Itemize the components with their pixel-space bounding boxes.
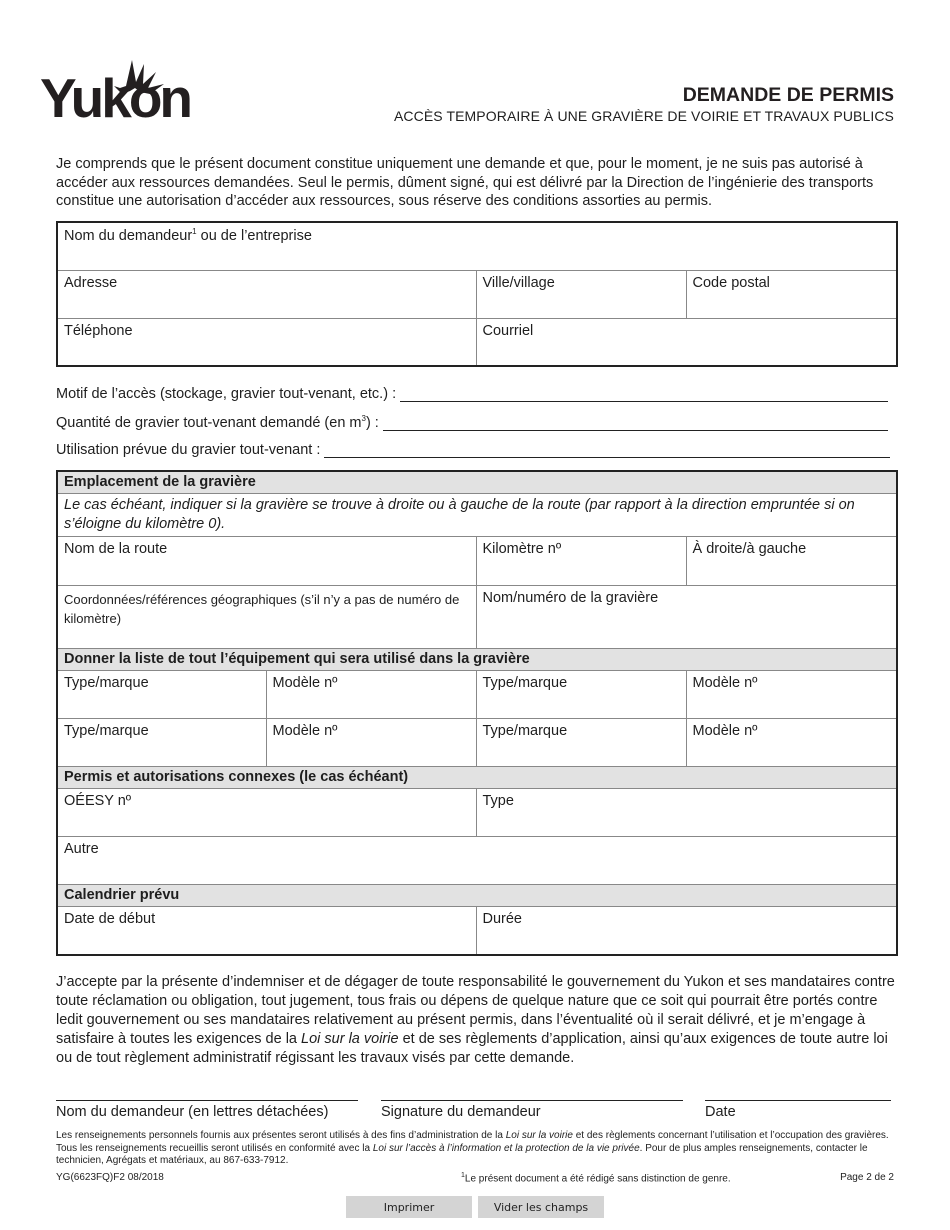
use-input[interactable]	[324, 443, 890, 458]
kilometre-field[interactable]: Kilomètre nº	[476, 537, 686, 586]
purpose-input[interactable]	[400, 387, 888, 402]
pit-name-field[interactable]: Nom/numéro de la gravière	[476, 586, 897, 649]
applicant-table	[56, 221, 898, 367]
applicant-name-print-label: Nom du demandeur (en lettres détachées)	[56, 1104, 329, 1120]
equipment-type-field[interactable]: Type/marque	[57, 671, 266, 719]
location-heading: Emplacement de la gravière	[57, 471, 897, 494]
schedule-heading: Calendrier prévu	[57, 885, 897, 907]
equipment-type-field[interactable]: Type/marque	[476, 671, 686, 719]
signature-line[interactable]	[381, 1100, 683, 1101]
equipment-heading: Donner la liste de tout l’équipement qui sera utilisé dans la gravière	[57, 649, 897, 671]
signature-label: Signature du demandeur	[381, 1104, 541, 1120]
equipment-model-field[interactable]: Modèle nº	[266, 671, 476, 719]
equipment-type-field[interactable]: Type/marque	[57, 719, 266, 767]
city-field[interactable]: Ville/village	[476, 270, 686, 318]
quantity-line: Quantité de gravier tout-venant demandé (en $m^3$) :	[56, 414, 888, 431]
form-title: DEMANDE DE PERMIS	[682, 84, 894, 106]
email-field[interactable]: Courriel	[476, 318, 897, 366]
agreement-paragraph: J’accepte par la présente d’indemniser et de dégager de toute responsabilité le gouvernement du Yukon et ses mandataires contre toute réclamation ou obligation, tout jugement, tous frais ou dépens de quelque nature que ce soit qui pourrait être portés contre ledit gouvernement ou ses mandataires relativement au présent permis, dans l’éventualité où il serait délivré, et je m’engage à satisfaire à toutes les exigences de la Loi sur la voirie et de ses règlements d’application, ainsi qu’aux exigences de toute autre loi ou de tout règlement administratif régissant les travaux visés par cette demande.	[56, 974, 895, 1066]
permit-type-field[interactable]: Type	[476, 789, 897, 837]
use-line: Utilisation prévue du gravier tout-venant :	[56, 442, 890, 458]
equipment-model-field[interactable]: Modèle nº	[266, 719, 476, 767]
permits-heading: Permis et autorisations connexes (le cas échéant)	[57, 767, 897, 789]
date-label: Date	[705, 1104, 736, 1120]
road-name-field[interactable]: Nom de la route	[57, 537, 476, 586]
form-subtitle: ACCÈS TEMPORAIRE À UNE GRAVIÈRE DE VOIRIE ET TRAVAUX PUBLICS	[393, 108, 894, 124]
side-field[interactable]: À droite/à gauche	[686, 537, 897, 586]
logo-wordmark: Yukon	[40, 67, 191, 129]
postal-code-field[interactable]: Code postal	[686, 270, 897, 318]
applicant-name-field[interactable]: Nom du demandeur$^1$ ou de l’entreprise	[57, 222, 897, 270]
yesab-number-field[interactable]: OÉESY nº	[57, 789, 476, 837]
address-field[interactable]: Adresse	[57, 270, 476, 318]
other-permit-field[interactable]: Autre	[57, 837, 897, 885]
clear-fields-button[interactable]: Vider les champs	[478, 1196, 604, 1218]
page-number: Page 2 de 2	[840, 1172, 894, 1183]
quantity-input[interactable]	[383, 416, 888, 431]
equipment-model-field[interactable]: Modèle nº	[686, 719, 897, 767]
applicant-name-print-line[interactable]	[56, 1100, 358, 1101]
print-button[interactable]: Imprimer	[346, 1196, 472, 1218]
equipment-type-field[interactable]: Type/marque	[476, 719, 686, 767]
phone-field[interactable]: Téléphone	[57, 318, 476, 366]
start-date-field[interactable]: Date de début	[57, 907, 476, 955]
form-code: YG(6623FQ)F2 08/2018	[56, 1172, 164, 1183]
privacy-notice: Les renseignements personnels fournis aux présentes seront utilisés à des fins d’administration de la Loi sur la voirie et des règlements concernant l’utilisation et l’occupation des gravières. Tous les renseignements recueillis seront utilisés en conformité avec la Loi sur l’accès à l’information et la protection de la vie privée. Pour de plus amples renseignements, contacter le technicien, Agrégats et matériaux, au 867-633-7912.	[56, 1130, 889, 1166]
equipment-model-field[interactable]: Modèle nº	[686, 671, 897, 719]
location-note: Le cas échéant, indiquer si la gravière se trouve à droite ou à gauche de la route (par rapport à la direction empruntée si on s’éloigne du kilomètre 0).	[57, 494, 897, 537]
yukon-logo	[40, 58, 212, 129]
purpose-line: Motif de l’accès (stockage, gravier tout-venant, etc.) :	[56, 386, 888, 402]
intro-paragraph: Je comprends que le présent document constitue uniquement une demande et que, pour le moment, je ne suis pas autorisé à accéder aux ressources demandées. Seul le permis, dûment signé, qui est délivré par la Direction de l’ingénierie des transports constitue une autorisation d’accéder aux ressources, sous réserve des conditions assorties au permis.	[56, 156, 874, 209]
date-line[interactable]	[705, 1100, 891, 1101]
coordinates-field[interactable]: Coordonnées/références géographiques (s’il n’y a pas de numéro de kilomètre)	[57, 586, 476, 649]
details-table	[56, 470, 898, 956]
gender-note: $^1$Le présent document a été rédigé sans distinction de genre.	[461, 1172, 731, 1185]
duration-field[interactable]: Durée	[476, 907, 897, 955]
